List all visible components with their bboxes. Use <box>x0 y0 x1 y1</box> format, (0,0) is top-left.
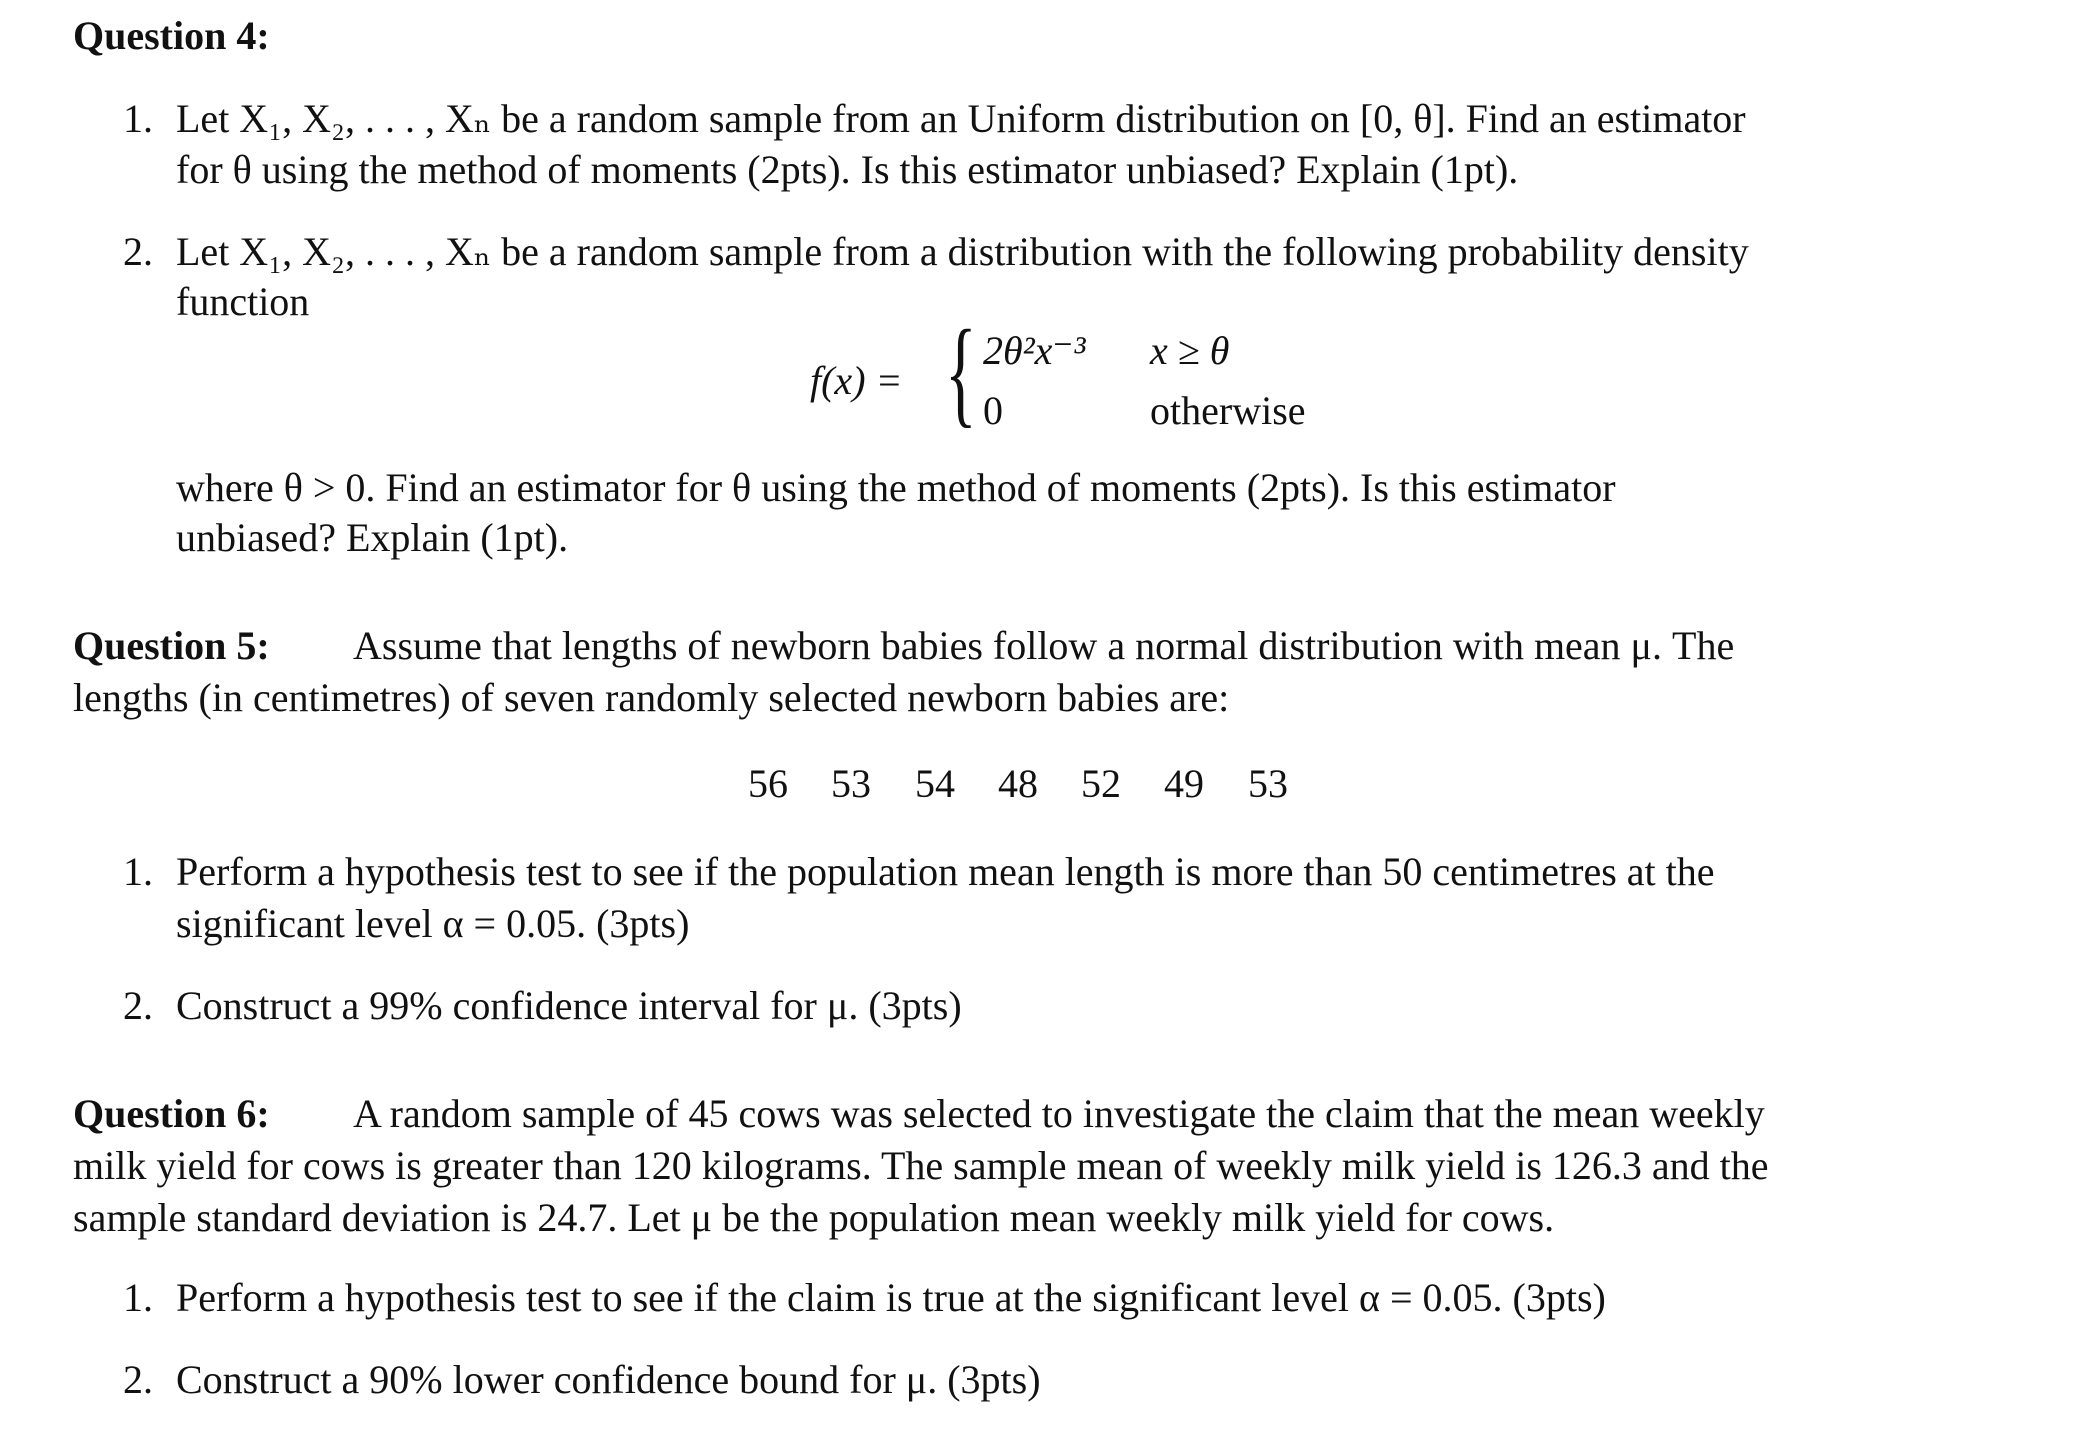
q4-item2-line4: unbiased? Explain (1pt). <box>176 515 569 560</box>
data-value: 48 <box>998 761 1038 806</box>
q4-item2-line1: Let X₁, X₂, . . . , Xₙ be a random sample from a distribution with the following probability density <box>176 229 1749 274</box>
q5-item1-line2: significant level α = 0.05. (3pts) <box>176 901 690 946</box>
q5-item1-number: 1. <box>123 849 153 894</box>
data-value: 53 <box>831 761 871 806</box>
q4-item2-line3: where θ > 0. Find an estimator for θ using the method of moments (2pts). Is this estimator <box>176 465 1616 510</box>
q4-heading: Question 4: <box>73 13 270 58</box>
pdf-case2-expression: 0 <box>983 388 1003 433</box>
q6-item2-line1: Construct a 90% lower confidence bound for μ. (3pts) <box>176 1357 1041 1402</box>
q5-heading: Question 5: <box>73 623 270 668</box>
q5-item1-line1: Perform a hypothesis test to see if the population mean length is more than 50 centimetres at the <box>176 849 1715 894</box>
pdf-formula-lhs: f(x) = <box>810 358 903 403</box>
q4-item1-line1: Let X₁, X₂, . . . , Xₙ be a random sample from an Uniform distribution on [0, θ]. Find an estimator <box>176 96 1746 141</box>
q4-item1-number: 1. <box>123 96 153 141</box>
q6-item1-number: 1. <box>123 1275 153 1320</box>
q6-intro-line3: sample standard deviation is 24.7. Let μ be the population mean weekly milk yield for cows. <box>73 1195 1555 1240</box>
q5-intro-line1: Assume that lengths of newborn babies follow a normal distribution with mean μ. The <box>353 623 1735 668</box>
q6-heading: Question 6: <box>73 1091 270 1136</box>
data-value: 52 <box>1081 761 1121 806</box>
q4-item2-number: 2. <box>123 229 153 274</box>
q4-item2-line2: function <box>176 279 310 324</box>
q6-intro-line1: A random sample of 45 cows was selected to investigate the claim that the mean weekly <box>353 1091 1765 1136</box>
pdf-case1-expression: 2θ²x⁻³ <box>983 328 1086 373</box>
data-value: 49 <box>1164 761 1204 806</box>
pdf-case2-condition: otherwise <box>1150 388 1306 433</box>
data-value: 56 <box>748 761 788 806</box>
data-value: 54 <box>915 761 955 806</box>
q4-item1-line2: for θ using the method of moments (2pts). Is this estimator unbiased? Explain (1pt). <box>176 147 1519 192</box>
q5-item2-line1: Construct a 99% confidence interval for μ. (3pts) <box>176 983 962 1028</box>
q6-item2-number: 2. <box>123 1357 153 1402</box>
pdf-case1-condition: x ≥ θ <box>1150 328 1230 373</box>
q6-intro-line2: milk yield for cows is greater than 120 kilograms. The sample mean of weekly milk yield is 126.3 and the <box>73 1143 1769 1188</box>
left-brace-symbol: { <box>945 305 977 438</box>
q6-item1-line1: Perform a hypothesis test to see if the claim is true at the significant level α = 0.05. (3pts) <box>176 1275 1606 1320</box>
q5-item2-number: 2. <box>123 983 153 1028</box>
q5-intro-line2: lengths (in centimetres) of seven randomly selected newborn babies are: <box>73 675 1230 720</box>
data-value: 53 <box>1248 761 1288 806</box>
